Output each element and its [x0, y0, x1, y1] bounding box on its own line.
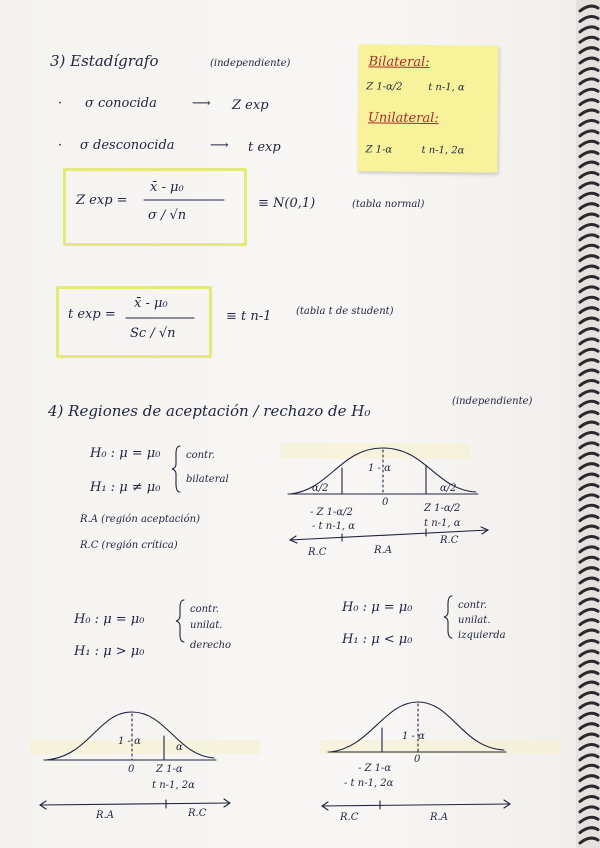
right-h1: H₁ : μ > μ₀: [74, 644, 145, 659]
t-formula-note: (tabla t de student): [296, 306, 394, 317]
left-axis: [322, 804, 510, 806]
section3-note: (independiente): [210, 58, 291, 69]
bilateral-right-t: t n-1, α: [424, 518, 461, 529]
left-axis-rc: R.C: [340, 812, 359, 823]
right-axis: [40, 803, 230, 805]
right-type-1: contr.: [190, 604, 219, 615]
t-formula-numerator: x̄ - μ₀: [134, 296, 168, 311]
z-formula-denominator: σ / √n: [148, 208, 187, 223]
bullet: ·: [58, 138, 63, 153]
z-formula-lhs: Z exp =: [76, 193, 128, 208]
sigma-known: σ conocida: [85, 96, 157, 111]
bilateral-right-tail-label: α/2: [440, 483, 457, 494]
sticky-unilateral-z: Z 1-α: [365, 144, 393, 156]
right-t: t n-1, 2α: [152, 780, 195, 791]
acceptance-region-def: R.A (región aceptación): [80, 514, 200, 525]
left-h0: H₀ : μ = μ₀: [342, 600, 413, 615]
sticky-bilateral-t: t n-1, α: [428, 82, 465, 94]
sticky-bilateral-z: Z 1-α/2: [366, 81, 403, 93]
left-z: - Z 1-α: [358, 763, 392, 774]
bilateral-center-label: 1 - α: [368, 463, 391, 474]
sigma-unknown-result: t exp: [248, 140, 281, 155]
bilateral-h0: H₀ : μ = μ₀: [90, 446, 161, 461]
bullet: ·: [58, 96, 63, 111]
z-formula-distribution: ≡ N(0,1): [258, 196, 316, 211]
left-h1: H₁ : μ < μ₀: [342, 632, 413, 647]
right-bell-curve: [46, 712, 214, 760]
t-formula-denominator: Sc / √n: [130, 326, 176, 341]
left-zero: 0: [414, 754, 421, 765]
section4-title: 4) Regiones de aceptación / rechazo de H₀: [48, 402, 371, 420]
brace-right: [176, 600, 184, 642]
bilateral-axis-rc-left: R.C: [308, 547, 327, 558]
brace-bilateral: [172, 446, 180, 492]
bilateral-left-tail-label: α/2: [312, 483, 329, 494]
right-axis-rc: R.C: [188, 808, 207, 819]
sticky-unilateral-label: Unilateral:: [367, 110, 439, 127]
bilateral-left-z: - Z 1-α/2: [310, 507, 353, 518]
bilateral-left-t: - t n-1, α: [312, 521, 356, 532]
sigma-unknown: σ desconocida: [80, 138, 175, 153]
right-type-2: unilat.: [190, 620, 223, 631]
critical-region-def: R.C (región crítica): [80, 540, 178, 551]
bilateral-type-1: contr.: [186, 450, 215, 461]
bilateral-h1: H₁ : μ ≠ μ₀: [90, 480, 161, 495]
right-h0: H₀ : μ = μ₀: [74, 612, 145, 627]
z-formula-note: (tabla normal): [352, 199, 425, 210]
right-tail-label: α: [176, 742, 183, 753]
z-formula-numerator: x̄ - μ₀: [150, 180, 184, 195]
arrow-icon: ⟶: [210, 138, 229, 153]
t-formula-distribution: ≡ t n-1: [226, 309, 272, 324]
bilateral-zero: 0: [382, 497, 389, 508]
bilateral-axis: [290, 530, 488, 540]
bilateral-type-2: bilateral: [186, 474, 229, 485]
left-axis-ra: R.A: [430, 812, 448, 823]
section4-note: (independiente): [452, 396, 533, 407]
right-type-3: derecho: [190, 640, 232, 651]
arrow-icon: ⟶: [192, 96, 211, 111]
sticky-unilateral-t: t n-1, 2α: [421, 144, 465, 157]
bilateral-axis-rc-right: R.C: [440, 535, 459, 546]
right-axis-ra: R.A: [96, 810, 114, 821]
right-zero: 0: [128, 764, 135, 775]
left-center-label: 1 - α: [402, 731, 425, 742]
spiral-binding: [576, 0, 600, 848]
left-type-1: contr.: [458, 600, 487, 611]
sticky-bilateral-label: Bilateral:: [368, 54, 430, 71]
bilateral-right-z: Z 1-α/2: [424, 503, 461, 514]
left-type-3: izquierda: [458, 630, 506, 641]
brace-left: [444, 596, 452, 638]
left-bell-curve: [330, 702, 504, 752]
left-type-2: unilat.: [458, 615, 491, 626]
section3-title: 3) Estadígrafo: [50, 52, 159, 70]
right-center-label: 1 - α: [118, 736, 141, 747]
t-formula-lhs: t exp =: [68, 307, 116, 322]
bilateral-axis-ra: R.A: [374, 545, 392, 556]
sigma-known-result: Z exp: [232, 98, 269, 113]
right-z: Z 1-α: [156, 764, 183, 775]
left-t: - t n-1, 2α: [344, 778, 394, 789]
